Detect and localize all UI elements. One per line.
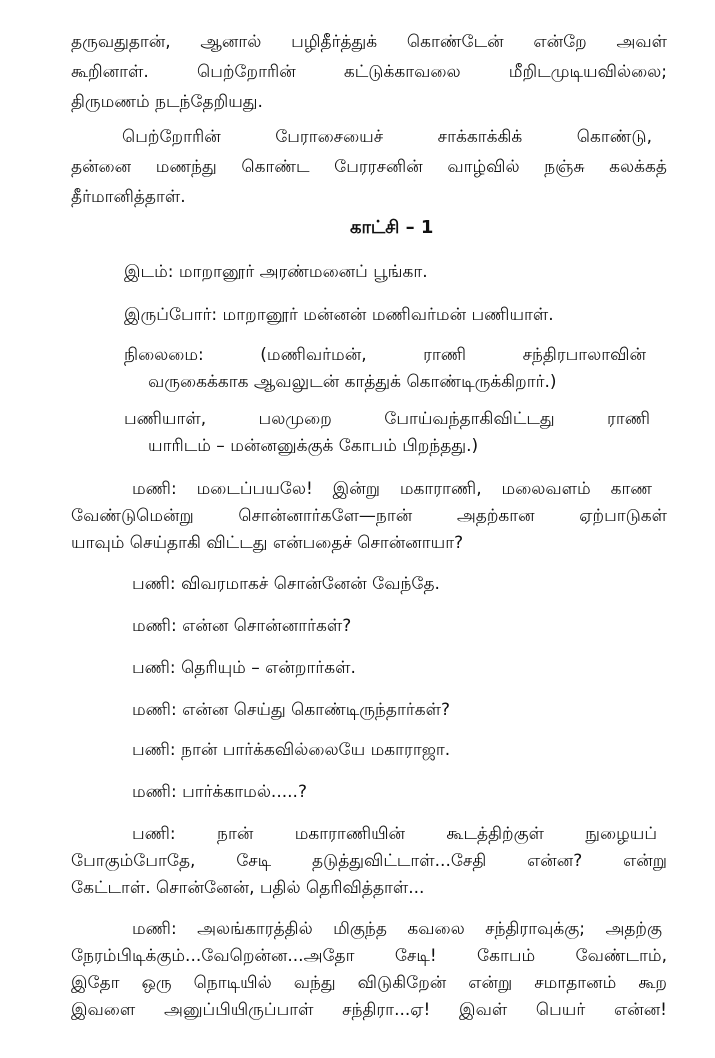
dialogue-1-line-3: யாவும் செய்தாகி விட்டது என்பதைச் சொன்னாயா?: [71, 533, 464, 553]
dialogue-8-line-1: பணி: நான் மகாராணியின் கூடத்திற்குள் நுழையப்: [132, 824, 657, 844]
dialogue-3-line-1: மணி: என்ன சொன்னார்கள்?: [132, 616, 352, 636]
paragraph-2-line-2: தன்னை மணந்து கொண்ட பேரரசனின் வாழ்வில் நஞ்சு கலக்கத்: [71, 157, 667, 177]
scene-situation-line-1: நிலைமை: (மணிவர்மன், ராணி சந்திரபாலாவின்: [124, 345, 646, 365]
dialogue-8-line-2: போகும்போதே, சேடி தடுத்துவிட்டாள்...சேதி என்ன? என்று: [71, 851, 667, 871]
dialogue-9-line-2: நேரம்பிடிக்கும்...வேறென்ன...அதோ சேடி! கோபம் வேண்டாம்,: [71, 946, 667, 966]
paragraph-1-line-1: தருவதுதான், ஆனால் பழிதீர்த்துக் கொண்டேன் என்றே அவள்: [71, 32, 667, 52]
scene-note-line-1: பணியாள், பலமுறை போய்வந்தாகிவிட்டது ராணி: [124, 409, 650, 429]
paragraph-2-line-3: தீர்மானித்தாள்.: [71, 187, 186, 207]
dialogue-2-line-1: பணி: விவரமாகச் சொன்னேன் வேந்தே.: [132, 574, 440, 594]
dialogue-9-line-4: இவளை அனுப்பியிருப்பாள் சந்திரா...ஏ! இவள் பெயர் என்ன!: [71, 1000, 667, 1020]
dialogue-9-line-3: இதோ ஒரு நொடியில் வந்து விடுகிறேன் என்று சமாதானம் கூற: [71, 973, 667, 993]
scene-present: இருப்போர்: மாறானூர் மன்னன் மணிவர்மன் பணியாள்.: [124, 305, 554, 325]
dialogue-1-line-1: மணி: மடைப்பயலே! இன்று மகாராணி, மலைவளம் காண: [132, 479, 652, 499]
scene-place: இடம்: மாறானூர் அரண்மனைப் பூங்கா.: [124, 262, 428, 282]
scene-heading: காட்சி – 1: [350, 217, 434, 238]
paragraph-1-line-2: கூறினாள். பெற்றோரின் கட்டுக்காவலை மீறிடமுடியவில்லை;: [71, 62, 667, 82]
scene-note-line-2: யாரிடம் – மன்னனுக்குக் கோபம் பிறந்தது.): [148, 436, 479, 456]
paragraph-1-line-3: திருமணம் நடந்தேறியது.: [71, 92, 263, 112]
scene-situation-line-2: வருகைக்காக ஆவலுடன் காத்துக் கொண்டிருக்கிறார்.): [148, 372, 557, 392]
dialogue-1-line-2: வேண்டுமென்று சொன்னார்களே—நான் அதற்கான ஏற்பாடுகள்: [71, 506, 667, 526]
dialogue-5-line-1: மணி: என்ன செய்து கொண்டிருந்தார்கள்?: [132, 700, 450, 720]
paragraph-2-line-1: பெற்றோரின் பேராசையைச் சாக்காக்கிக் கொண்டு,: [122, 127, 652, 147]
dialogue-6-line-1: பணி: நான் பார்க்கவில்லையே மகாராஜா.: [132, 740, 451, 760]
dialogue-4-line-1: பணி: தெரியும் – என்றார்கள்.: [132, 658, 356, 678]
dialogue-7-line-1: மணி: பார்க்காமல்.....?: [132, 782, 307, 802]
dialogue-9-line-1: மணி: அலங்காரத்தில் மிகுந்த கவலை சந்திராவுக்கு; அதற்கு: [132, 919, 662, 939]
dialogue-8-line-3: கேட்டாள். சொன்னேன், பதில் தெரிவித்தாள்...: [71, 878, 425, 898]
